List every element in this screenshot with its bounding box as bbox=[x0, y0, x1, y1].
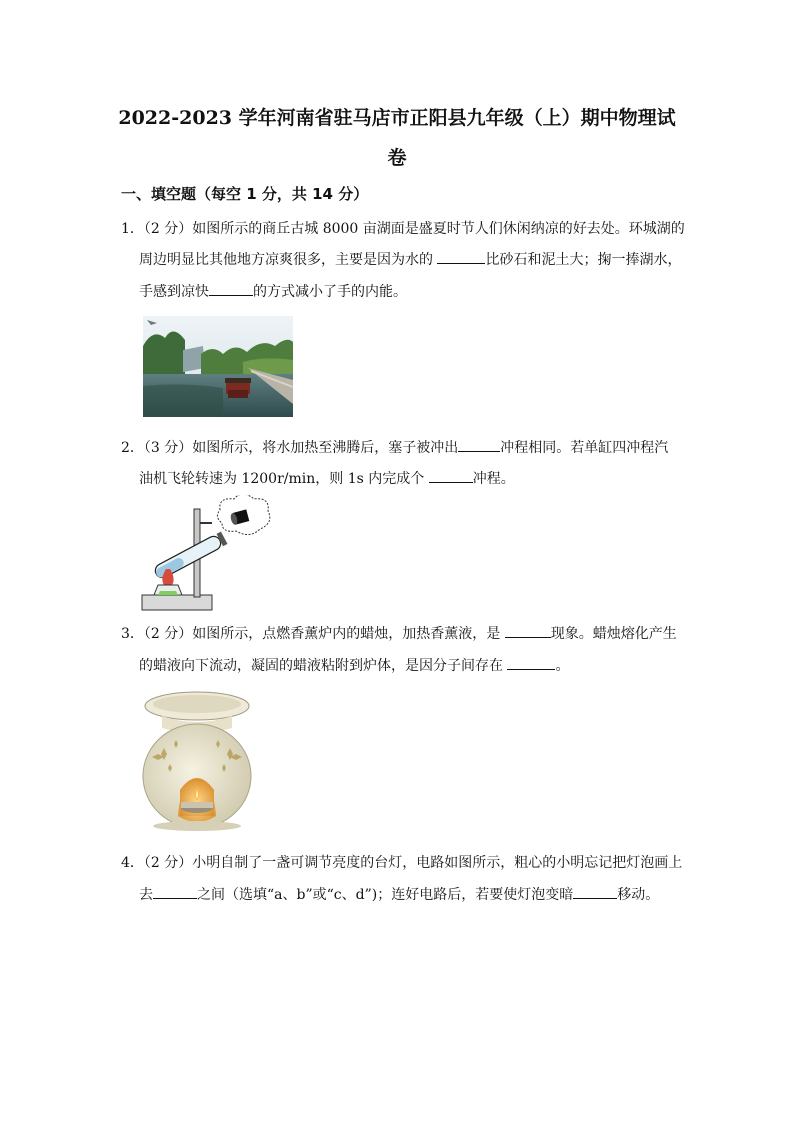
test-tube-apparatus-figure bbox=[138, 495, 272, 615]
q4-line2 bbox=[139, 884, 659, 904]
q3-blank-1[interactable] bbox=[505, 623, 551, 638]
section-heading: 一、填空题（每空 1 分，共 14 分） bbox=[121, 185, 369, 203]
q1-blank-2[interactable] bbox=[209, 281, 253, 296]
q1-line3-text-b: 的方式减小了手的内能。 bbox=[253, 284, 407, 300]
document-title-line2: 卷 bbox=[387, 147, 407, 169]
q4-blank-2[interactable] bbox=[573, 884, 617, 899]
q1-line2 bbox=[139, 249, 681, 269]
q1-line2-text-a: 周边明显比其他地方凉爽很多，主要是因为水的 bbox=[139, 252, 438, 268]
q2-line2 bbox=[139, 468, 515, 488]
q3-line1-text-a: 3．（2 分）如图所示，点燃香薰炉内的蜡烛，加热香薰液，是 bbox=[121, 626, 505, 642]
q4-line1: 4．（2 分）小明自制了一盏可调节亮度的台灯，电路如图所示，粗心的小明忘记把灯泡画上 bbox=[121, 855, 683, 871]
q1-line1: 1．（2 分）如图所示的商丘古城 8000 亩湖面是盛夏时节人们休闲纳凉的好去处。环城湖的 bbox=[121, 221, 685, 237]
q4-line2-text-c: 移动。 bbox=[617, 887, 660, 903]
q3-line2 bbox=[139, 655, 569, 675]
q2-blank-2[interactable] bbox=[429, 468, 473, 483]
q4-blank-1[interactable] bbox=[153, 884, 197, 899]
q3-line2-text-a: 的蜡液向下流动，凝固的蜡液粘附到炉体，是因分子间存在 bbox=[139, 658, 508, 674]
q2-line1 bbox=[121, 437, 668, 457]
q3-line2-text-b: 。 bbox=[555, 658, 570, 674]
q1-line3 bbox=[139, 281, 407, 301]
q3-line1-text-b: 现象。蜡烛熔化产生 bbox=[550, 626, 677, 642]
document-title-line1: 2022-2023 学年河南省驻马店市正阳县九年级（上）期中物理试 bbox=[118, 107, 676, 129]
q1-line3-text-a: 手感到凉快 bbox=[139, 284, 209, 300]
q4-line2-text-a: 去 bbox=[139, 887, 153, 903]
q1-blank-1[interactable] bbox=[437, 249, 485, 264]
q3-line1 bbox=[121, 623, 677, 643]
q2-blank-1[interactable] bbox=[458, 437, 500, 452]
q2-line1-text-a: 2．（3 分）如图所示，将水加热至沸腾后，塞子被冲出 bbox=[121, 440, 459, 456]
q3-blank-2[interactable] bbox=[507, 655, 555, 670]
q2-line2-text-b: 冲程。 bbox=[472, 471, 515, 487]
q1-line2-text-b: 比砂石和泥土大；掬一捧湖水， bbox=[485, 252, 682, 268]
lake-photo-figure bbox=[143, 316, 293, 417]
q4-line2-text-b: 之间（选填“a、b”或“c、d”)；连好电路后，若要使灯泡变暗 bbox=[197, 887, 574, 903]
q2-line1-text-b: 冲程相同。若单缸四冲程汽 bbox=[500, 440, 669, 456]
q2-line2-text-a: 油机飞轮转速为 1200r/min，则 1s 内完成个 bbox=[139, 471, 429, 487]
aroma-burner-figure bbox=[140, 688, 254, 832]
